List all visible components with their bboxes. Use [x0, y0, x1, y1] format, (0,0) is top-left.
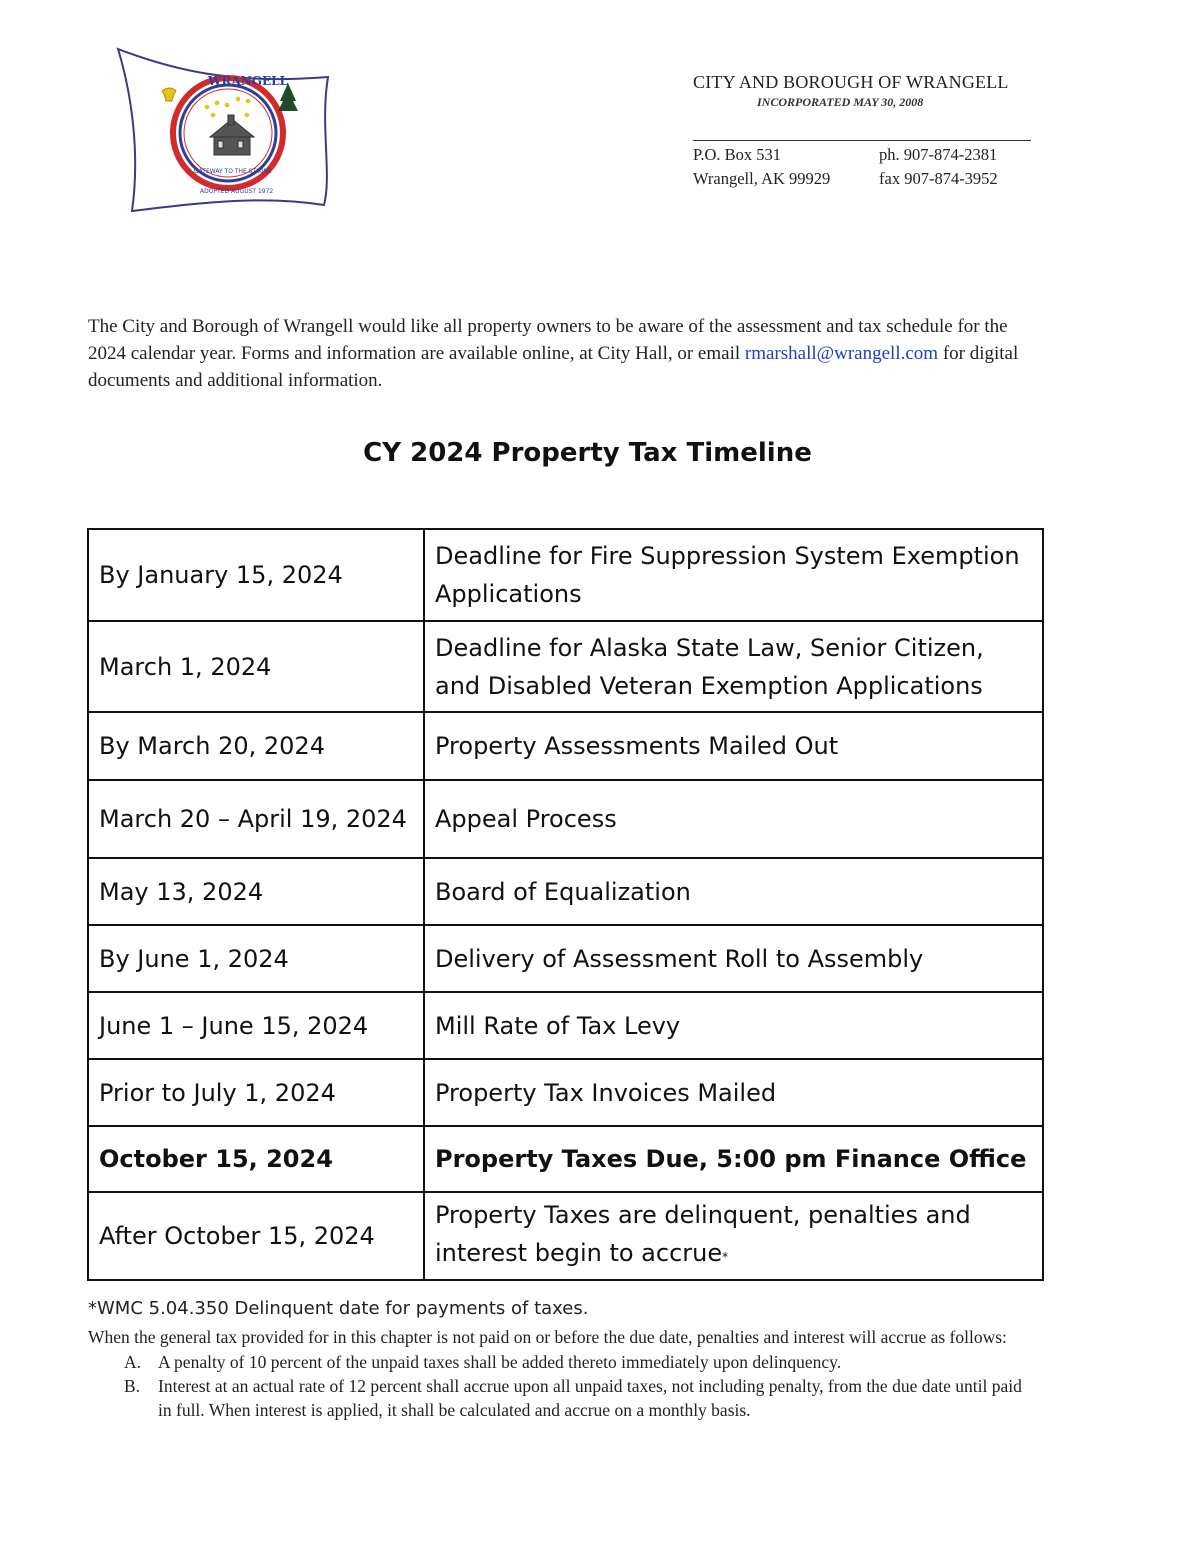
city-name: CITY AND BOROUGH OF WRANGELL: [693, 72, 1009, 92]
letterhead-row-1: [693, 145, 1033, 165]
list-item: [124, 1374, 1033, 1422]
footnote-body: [88, 1325, 1033, 1422]
timeline-event: Board of Equalization: [424, 858, 1043, 925]
timeline-event: Property Assessments Mailed Out: [424, 712, 1043, 780]
phone-number: ph. 907-874-2381: [879, 145, 998, 164]
city-state-zip: Wrangell, AK 99929: [693, 169, 831, 188]
timeline-event: Property Tax Invoices Mailed: [424, 1059, 1043, 1126]
letterhead: [693, 72, 1033, 189]
intro-paragraph: [88, 313, 1038, 394]
list-item-label: B.: [124, 1376, 141, 1396]
table-row: [88, 712, 1043, 780]
timeline-date: By March 20, 2024: [88, 712, 424, 780]
timeline-date: Prior to July 1, 2024: [88, 1059, 424, 1126]
timeline-event-text: Property Taxes are delinquent, penalties and interest begin to accrue: [435, 1201, 971, 1267]
timeline-event: Deadline for Fire Suppression System Exemption Applications: [424, 529, 1043, 621]
timeline-date: June 1 – June 15, 2024: [88, 992, 424, 1059]
timeline-event: Mill Rate of Tax Levy: [424, 992, 1043, 1059]
timeline-event: Appeal Process: [424, 780, 1043, 858]
table-row: [88, 858, 1043, 925]
table-row: [88, 529, 1043, 621]
timeline-event: [424, 1192, 1043, 1280]
list-item-text: Interest at an actual rate of 12 percent shall accrue upon all unpaid taxes, not including penalty, from the due date until paid in full. When interest is applied, it shall be calculated and accrue on a monthly basis.: [158, 1376, 1022, 1420]
timeline-date: By June 1, 2024: [88, 925, 424, 992]
table-row-due-date: [88, 1126, 1043, 1192]
logo-text-top: WRANGELL: [208, 74, 288, 88]
logo-motto: GATEWAY TO THE STIKINE: [194, 168, 272, 175]
wrangell-flag-icon: [110, 45, 340, 220]
fax-number: fax 907-874-3952: [879, 169, 998, 188]
table-row: [88, 925, 1043, 992]
timeline-event: Deadline for Alaska State Law, Senior Citizen, and Disabled Veteran Exemption Applications: [424, 621, 1043, 712]
table-row: [88, 992, 1043, 1059]
list-item-text: A penalty of 10 percent of the unpaid taxes shall be added thereto immediately upon delinquency.: [158, 1352, 842, 1372]
intro-text-end: for digital documents and additional information.: [88, 343, 1019, 391]
po-box: P.O. Box 531: [693, 145, 782, 164]
timeline-date: May 13, 2024: [88, 858, 424, 925]
table-row: [88, 780, 1043, 858]
footnote-heading: *WMC 5.04.350 Delinquent date for payments of taxes.: [88, 1298, 589, 1319]
table-row: [88, 621, 1043, 712]
footnote-list: [88, 1350, 1033, 1422]
list-item: [124, 1350, 1033, 1374]
timeline-date: March 20 – April 19, 2024: [88, 780, 424, 858]
footnote-text: When the general tax provided for in this chapter is not paid on or before the due date, penalties and interest will accrue as follows:: [88, 1327, 1007, 1347]
table-row: [88, 1059, 1043, 1126]
timeline-table: [87, 528, 1044, 1281]
table-row: [88, 1192, 1043, 1280]
timeline-date: After October 15, 2024: [88, 1192, 424, 1280]
letterhead-divider: [693, 140, 1031, 141]
timeline-event: Property Taxes Due, 5:00 pm Finance Office: [424, 1126, 1043, 1192]
letterhead-row-2: [693, 169, 1033, 189]
timeline-event: Delivery of Assessment Roll to Assembly: [424, 925, 1043, 992]
timeline-date: March 1, 2024: [88, 621, 424, 712]
page-title: CY 2024 Property Tax Timeline: [363, 438, 812, 468]
email-link[interactable]: rmarshall@wrangell.com: [744, 343, 939, 364]
timeline-date: October 15, 2024: [88, 1126, 424, 1192]
footnote-marker: *: [722, 1250, 729, 1264]
intro-text: The City and Borough of Wrangell would like all property owners to be aware of the assessment and tax schedule for the 2024 calendar year. Forms and information are available online, at City Hall, or email: [88, 316, 1008, 364]
logo-adopted: ADOPTED AUGUST 1972: [200, 188, 274, 195]
timeline-date: By January 15, 2024: [88, 529, 424, 621]
list-item-label: A.: [124, 1352, 142, 1372]
incorporated-date: INCORPORATED MAY 30, 2008: [757, 95, 924, 109]
